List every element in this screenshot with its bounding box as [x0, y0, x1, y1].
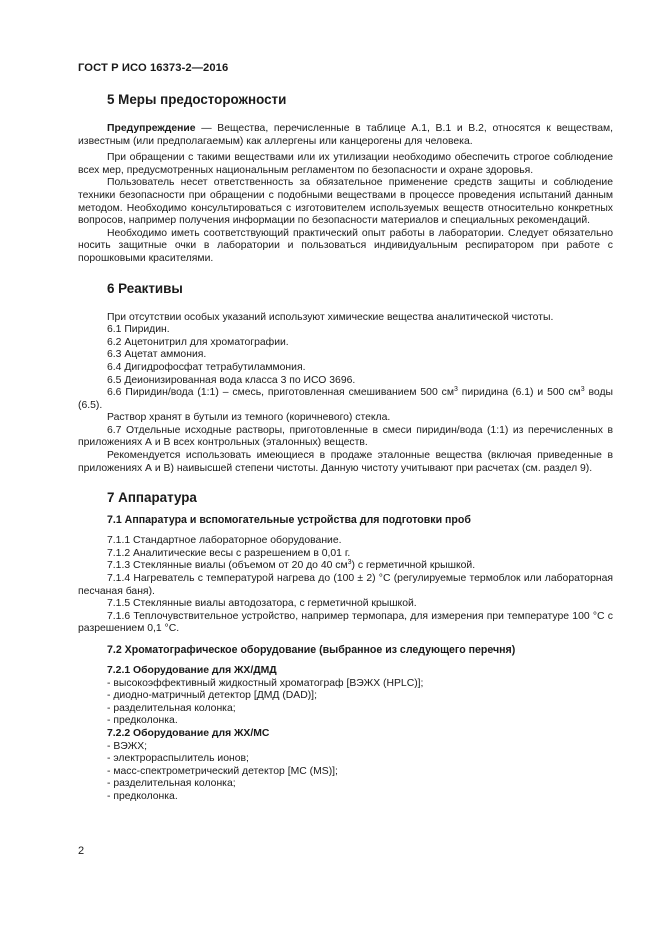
list-item: - масс-спектрометрический детектор [МС (MS)]; [107, 765, 338, 777]
list-item: 7.1.6 Теплочувствительное устройство, например термопара, для измерения при температуре 100 °С с разрешением 0,1 °С. [78, 610, 613, 635]
list-item: 7.1.4 Нагреватель с температурой нагрева до (100 ± 2) °С (регулируемые термоблок или лабораторная песчаная баня). [78, 573, 613, 597]
warning-paragraph [78, 123, 613, 148]
section-6-title: 6 Реактивы [107, 280, 183, 296]
list-item: 7.1.5 Стеклянные виалы автодозатора, с герметичной крышкой. [107, 598, 417, 610]
subsection-7-2-title: 7.2 Хроматографическое оборудование (выбранное из следующего перечня) [107, 644, 516, 656]
list-item: - разделительная колонка; [107, 778, 236, 790]
list-item: 6.6 Пиридин/вода (1:1) – смесь, приготовленная смешиванием 500 $см^3$ пиридина (6.1) и 500 $см^3$ воды (6.5). [78, 386, 614, 411]
list-item: 6.4 Дигидрофосфат тетрабутиламмония. [107, 361, 306, 373]
section-7-title: 7 Аппаратура [107, 490, 197, 506]
list-item: 6.7 Отдельные исходные растворы, приготовленные в смеси пиридин/вода (1:1) из перечисленных в приложениях А и В всех контрольных (эталонных) веществ. [78, 424, 613, 449]
list-item: - высокоэффективный жидкостный хроматограф [ВЭЖХ (HPLC)]; [107, 677, 424, 689]
list-item: - ВЭЖХ; [107, 740, 148, 752]
list-item: 6.3 Ацетат аммония. [107, 349, 207, 361]
list-item: - предколонка. [107, 790, 178, 802]
paragraph: Пользователь несет ответственность за обязательное применение средств защиты и соблюдение техники безопасности при обращении с подобными веществами в процессе проведения испытаний данным методом. Необходимо консультироваться с изготовителем используемых веществ относительно конкретных вопросов, например получения информации по безопасности материалов и специальных рекомендаций. [78, 177, 613, 227]
list-item: 7.1.1 Стандартное лабораторное оборудование. [107, 535, 342, 547]
list-item: - предколонка. [107, 715, 178, 727]
subsection-7-2-1-title: 7.2.1 Оборудование для ЖХ/ДМД [107, 665, 277, 676]
list-item: 7.1.2 Аналитические весы с разрешением в 0,01 г. [107, 547, 351, 559]
section-5-title: 5 Меры предосторожности [107, 92, 287, 107]
list-item: 7.1.3 Стеклянные виалы (объемом от 20 до 40 $см^3$) с герметичной крышкой. [107, 559, 476, 572]
list-item: 6.1 Пиридин. [107, 324, 170, 336]
list-item: - разделительная колонка; [107, 702, 236, 714]
paragraph: При отсутствии особых указаний используют химические вещества аналитической чистоты. [107, 311, 554, 323]
page-number: 2 [78, 845, 85, 857]
list-item: - диодно-матричный детектор [ДМД (DAD)]; [107, 690, 317, 702]
subsection-7-2-2-title: 7.2.2 Оборудование для ЖХ/МС [107, 727, 270, 739]
subsection-7-1-title: 7.1 Аппаратура и вспомогательные устройства для подготовки проб [107, 514, 471, 527]
list-item: - электрораспылитель ионов; [107, 753, 249, 765]
paragraph: Раствор хранят в бутыли из темного (коричневого) стекла. [107, 412, 391, 424]
list-item: 6.5 Деионизированная вода класса 3 по ИСО 3696. [107, 374, 356, 386]
paragraph: Необходимо иметь соответствующий практический опыт работы в лаборатории. Следует обязательно носить защитные очки в лаборатории и пользоваться индивидуальным респиратором при работе с порошковыми красителями. [78, 227, 613, 264]
warning-label: Предупреждение [107, 123, 196, 134]
list-item: 6.2 Ацетонитрил для хроматографии. [107, 336, 289, 348]
standard-header: ГОСТ Р ИСО 16373-2—2016 [78, 62, 229, 74]
paragraph: Рекомендуется использовать имеющиеся в продаже эталонные вещества (включая приведенные в приложениях А и В) наивысшей степени чистоты. Данную чистоту учитывают при расчетах (см. раздел 9). [78, 450, 613, 474]
page-content [78, 92, 613, 804]
paragraph: При обращении с такими веществами или их утилизации необходимо обеспечить строгое соблюдение всех мер, предусмотренных национальным регламентом по безопасности и охране здоровья. [78, 152, 613, 176]
warning-text: — Вещества, перечисленные в таблице А.1, В.1 и В.2, относятся к веществам, известным (или предполагаемым) как аллергены или канцерогены для человека. [78, 123, 613, 147]
